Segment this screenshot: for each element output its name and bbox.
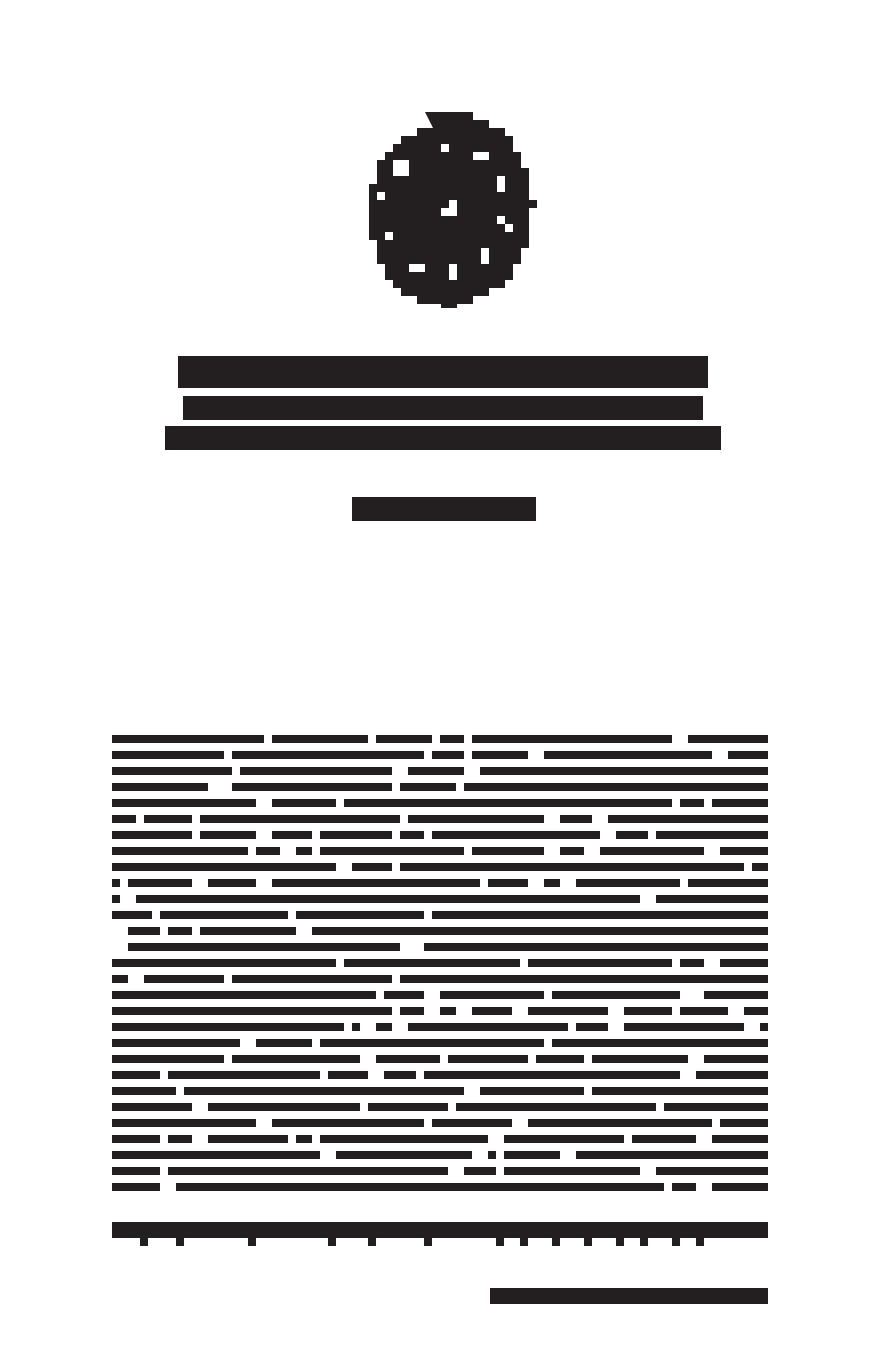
- body-line: [112, 1071, 768, 1079]
- body-line: [112, 1007, 768, 1015]
- body-line: [112, 1055, 768, 1063]
- body-line: [112, 799, 768, 807]
- footnote-descenders: [112, 1238, 768, 1246]
- body-line: [112, 1183, 768, 1191]
- body-line: [112, 1087, 768, 1095]
- body-line: [112, 831, 768, 839]
- title-line-2: [183, 396, 703, 420]
- body-line: [112, 911, 768, 919]
- body-lines: [112, 735, 768, 1191]
- body-line: [112, 1103, 768, 1111]
- body-line: [112, 1119, 768, 1127]
- body-line: [112, 815, 768, 823]
- author-name: [352, 497, 536, 521]
- body-line: [112, 1167, 768, 1175]
- body-line: [112, 975, 768, 983]
- title-line-1: [178, 356, 708, 388]
- footnote-line: [112, 1222, 768, 1238]
- seal-emblem-icon: [345, 112, 541, 308]
- body-line: [112, 783, 768, 791]
- body-line: [112, 959, 768, 967]
- body-line: [112, 927, 768, 935]
- body-line: [112, 735, 768, 743]
- subtitle: [165, 426, 721, 450]
- body-paragraph: [112, 735, 768, 1199]
- body-line: [112, 879, 768, 887]
- body-line: [112, 895, 768, 903]
- body-line: [112, 1151, 768, 1159]
- body-line: [112, 751, 768, 759]
- body-line: [112, 1039, 768, 1047]
- footer-text: [490, 1288, 768, 1304]
- body-line: [112, 1023, 768, 1031]
- body-line: [112, 943, 768, 951]
- title-block: [160, 348, 726, 450]
- body-line: [112, 991, 768, 999]
- body-line: [112, 847, 768, 855]
- body-line: [112, 1135, 768, 1143]
- body-line: [112, 767, 768, 775]
- body-line: [112, 863, 768, 871]
